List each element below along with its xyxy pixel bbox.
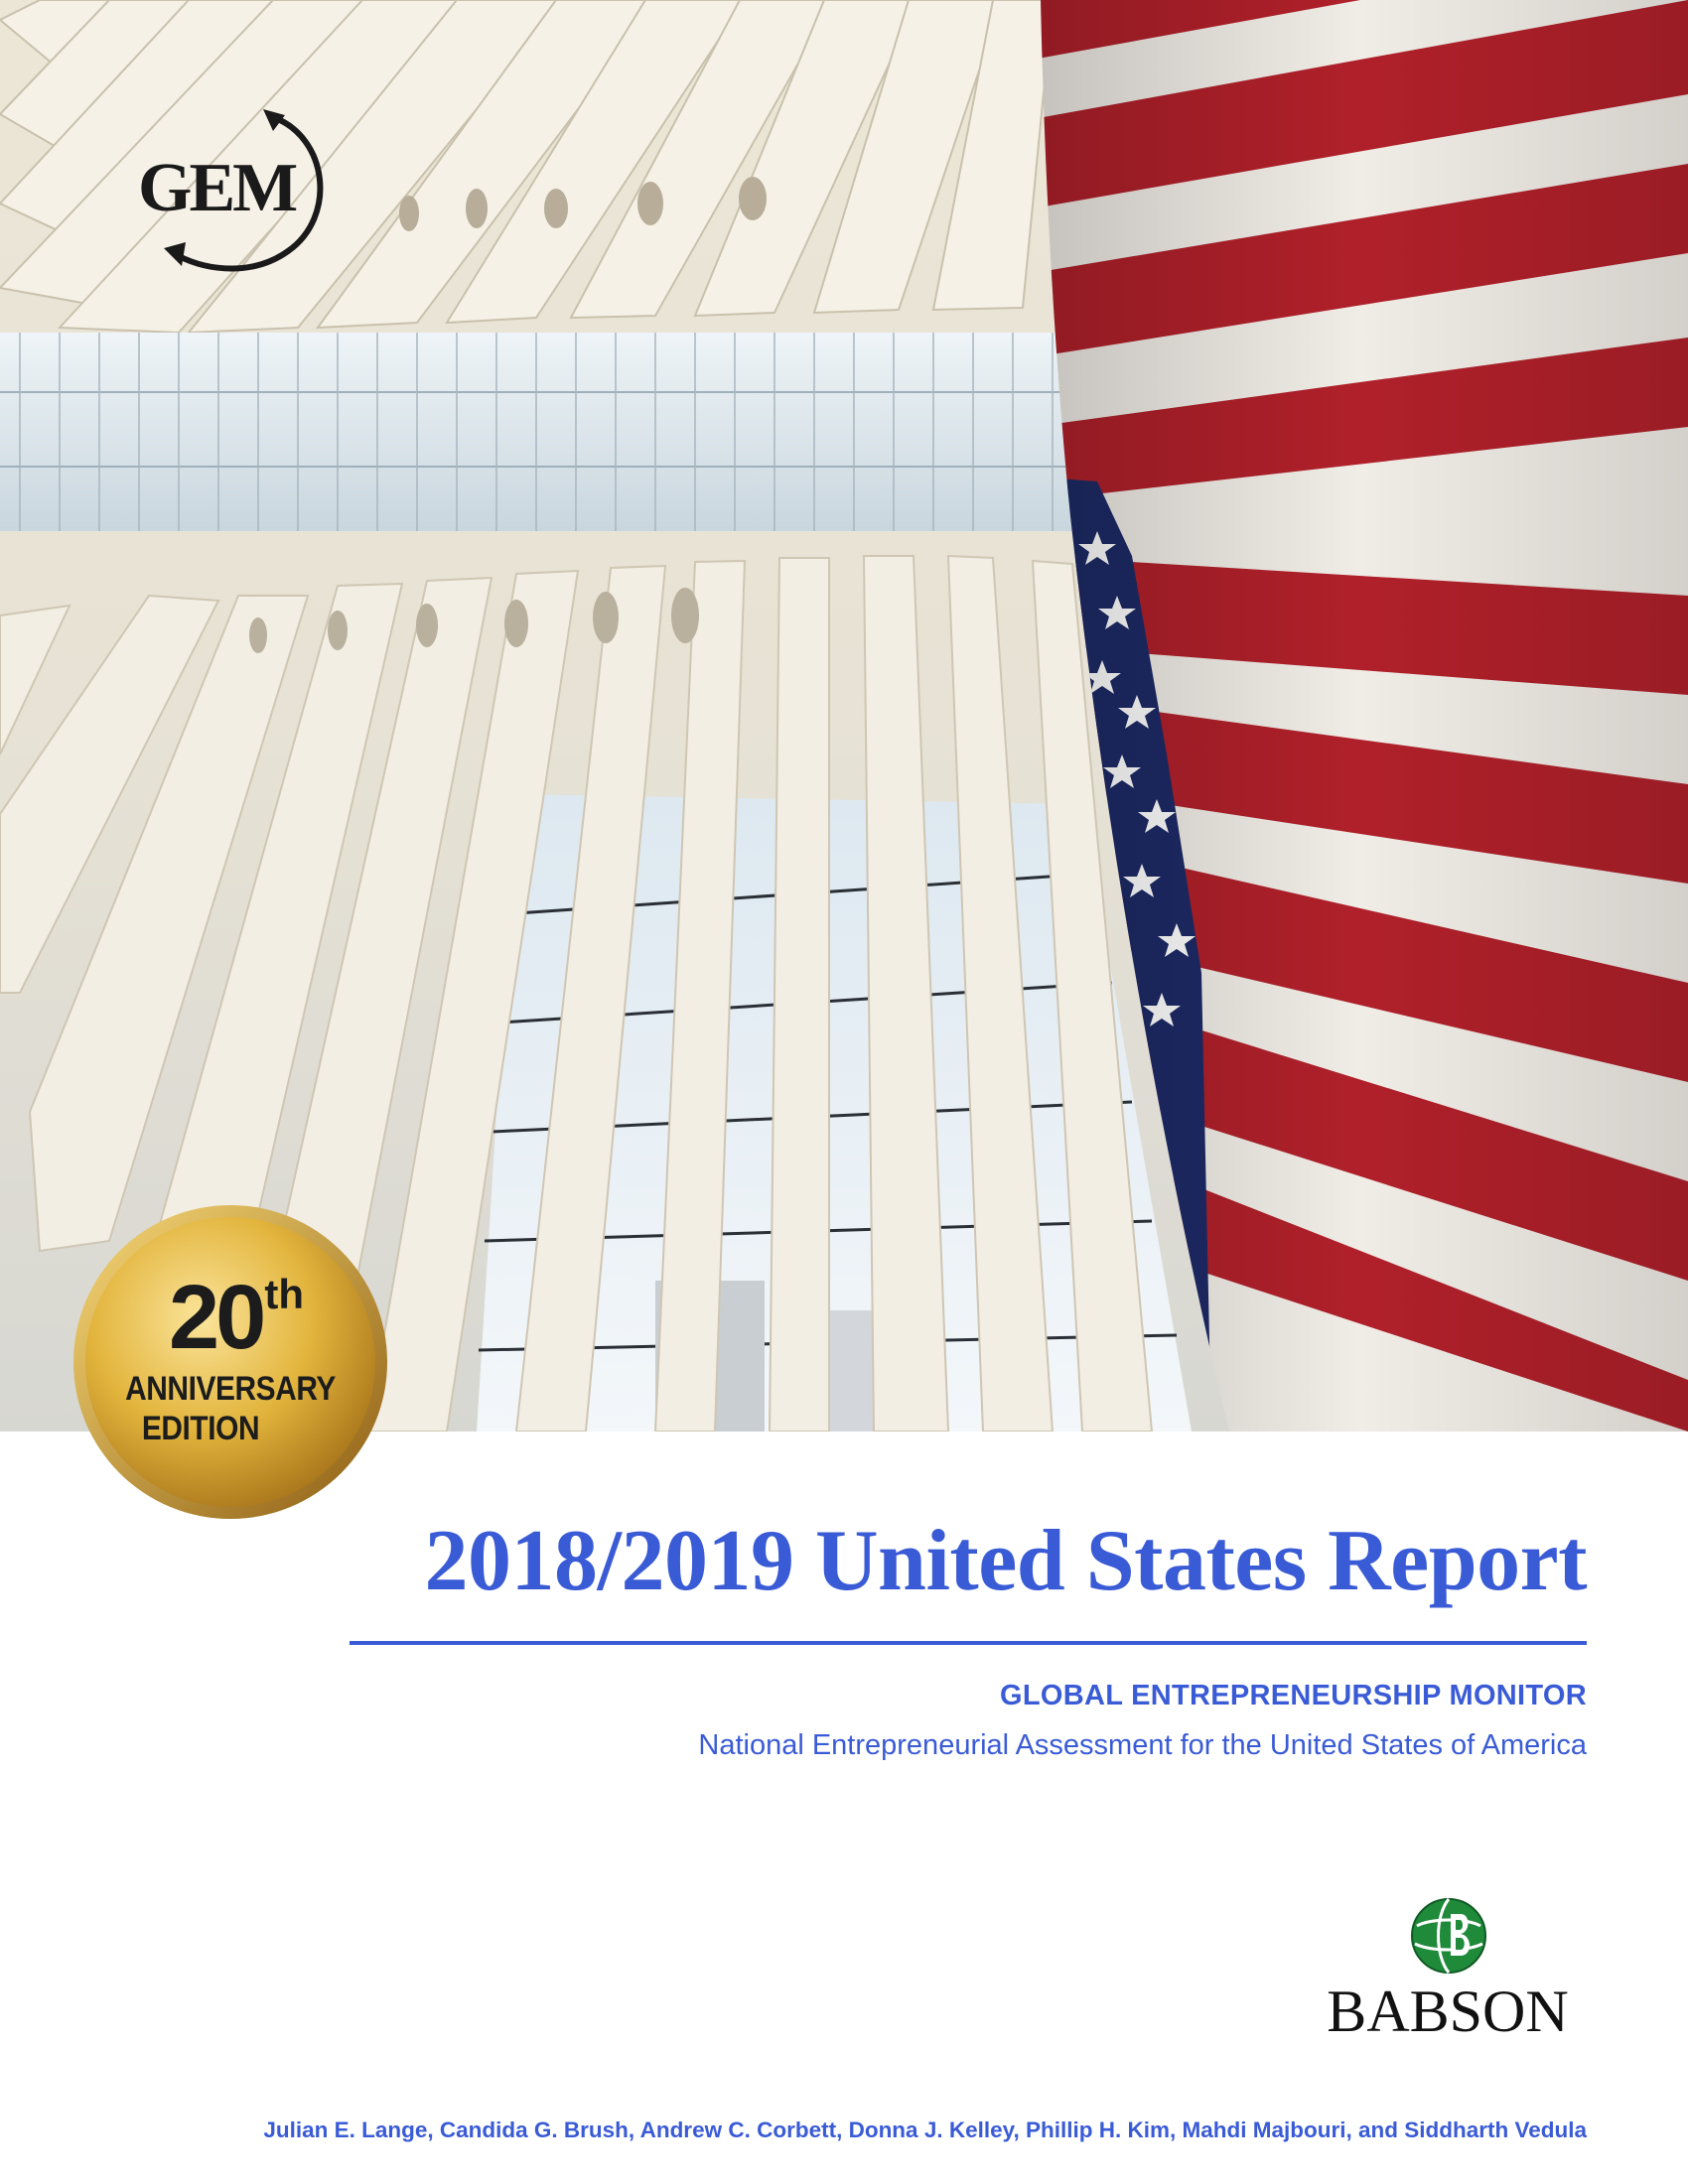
publisher-logo — [1309, 1896, 1587, 2044]
author-list: Julian E. Lange, Candida G. Brush, Andrew C. Corbett, Donna J. Kelley, Phillip H. Kim, Mahdi Majbouri, and Siddharth Vedula — [263, 2117, 1587, 2142]
gem-logo-text: GEM — [138, 150, 296, 226]
subtitle-sub: National Entrepreneurial Assessment for the United States of America — [698, 1729, 1587, 1761]
title-divider — [350, 1641, 1587, 1645]
badge-number: 20 — [169, 1267, 263, 1368]
report-title: 2018/2019 United States Report — [424, 1513, 1587, 1609]
badge-line-edition: EDITION — [141, 1410, 260, 1447]
gem-logo — [124, 107, 343, 276]
anniversary-badge — [71, 1203, 389, 1521]
subtitle-main: GLOBAL ENTREPRENEURSHIP MONITOR — [1000, 1680, 1587, 1711]
badge-line-anniversary: ANNIVERSARY — [125, 1370, 336, 1408]
globe-b-icon — [1409, 1896, 1488, 1976]
babson-wordmark: BABSON — [1327, 1979, 1569, 2044]
badge-ordinal — [147, 1266, 326, 1370]
badge-ordinal-suffix: th — [264, 1271, 304, 1317]
